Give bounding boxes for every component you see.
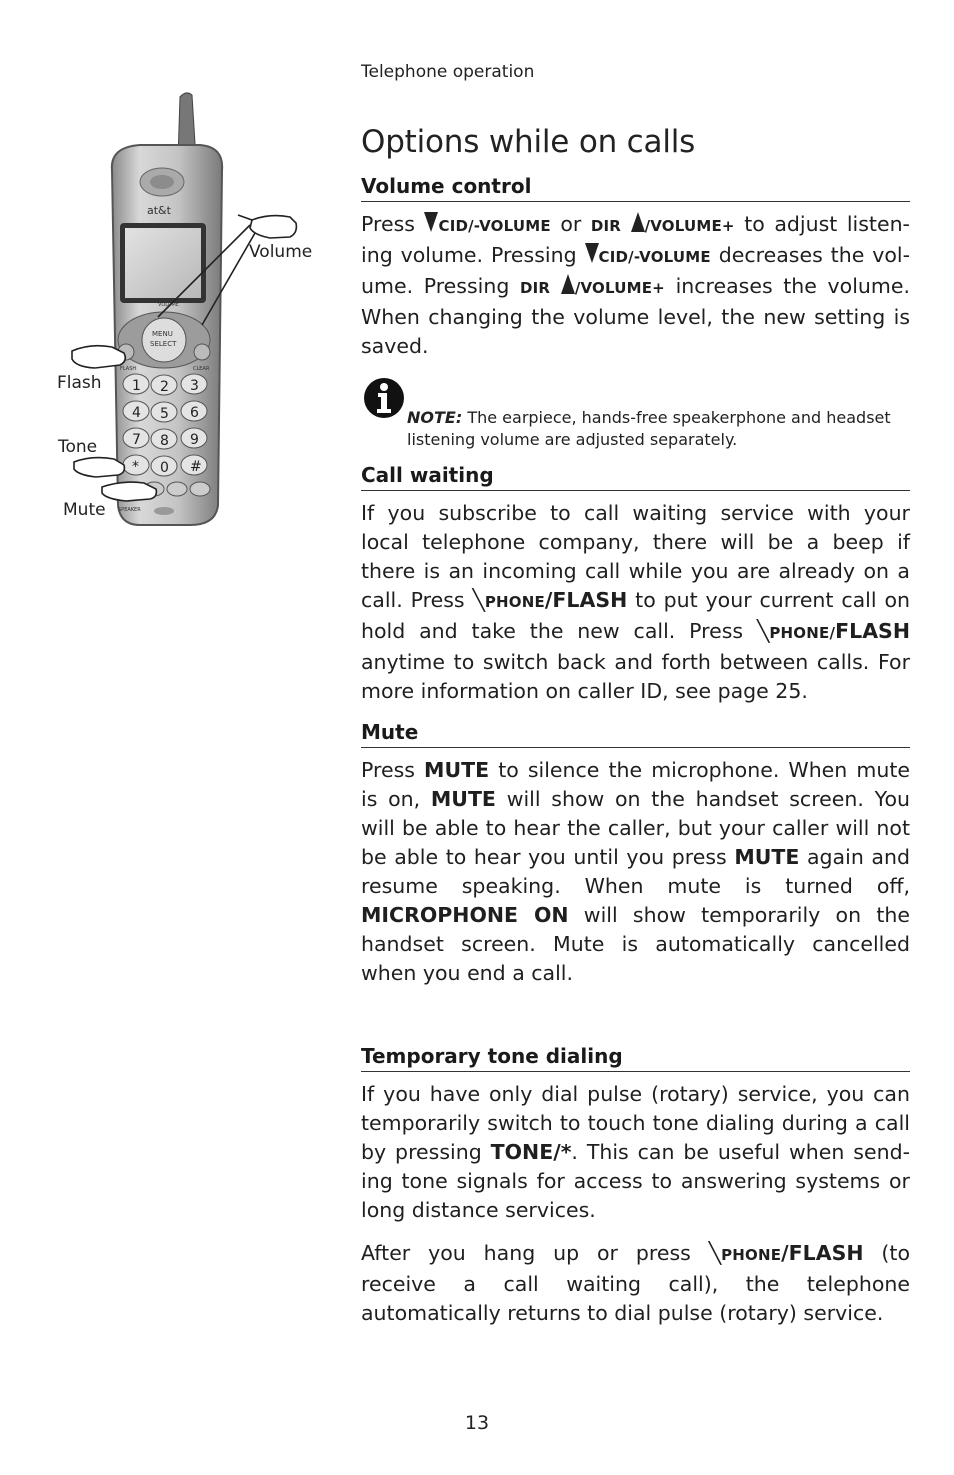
svg-text:5: 5	[160, 406, 169, 422]
phone-handset-icon: ╲	[708, 1241, 722, 1265]
handset-illustration	[40, 85, 340, 530]
svg-text:9: 9	[190, 432, 199, 448]
svg-text:CLEAR: CLEAR	[193, 366, 210, 372]
callout-flash: Flash	[57, 373, 102, 393]
brand-logo: at&t	[147, 204, 171, 217]
heading-call-waiting: Call waiting	[361, 463, 910, 491]
up-arrow-icon	[561, 274, 575, 294]
main-column	[361, 124, 910, 1328]
svg-text:1: 1	[132, 378, 141, 394]
hand-tone-icon	[74, 458, 124, 477]
hand-volume-icon	[238, 215, 296, 238]
svg-text:0: 0	[160, 460, 169, 476]
svg-text:3: 3	[190, 378, 199, 394]
up-arrow-icon	[631, 212, 645, 232]
note-text: NOTE: The earpiece, hands-free speakerphone and headset listening volume are adjusted separately.	[407, 408, 891, 449]
svg-text:4: 4	[132, 405, 141, 421]
call-waiting-paragraph: If you subscribe to call waiting service with your local telephone company, there will be a beep if there is an incoming call while you are already on a call. Press ╲PHONE/FLASH to put your current call on hold and take the new call. Press ╲PHONE/FLASH anytime to switch back and forth between calls. For more information on caller ID, see page 25.	[361, 501, 910, 703]
heading-temporary-tone-dialing: Temporary tone dialing	[361, 1044, 910, 1072]
svg-text:#: #	[190, 459, 202, 475]
svg-text:7: 7	[132, 432, 141, 448]
mute-paragraph: Press MUTE to silence the microphone. When mute is on, MUTE will show on the handset screen. You will be able to hear the caller, but your caller will not be able to hear you until you press MUTE again and resume speaking. When mute is turned off, MICROPHONE ON will show temporarily on the handset screen. Mute is automatically cancelled when you end a call.	[361, 758, 910, 985]
phone-handset-icon: ╲	[757, 619, 770, 643]
tone-paragraph-2: After you hang up or press ╲PHONE/FLASH (to receive a call waiting call), the telephone automatically returns to dial pulse (rotary) service.	[361, 1241, 910, 1325]
note-box	[361, 377, 910, 453]
callout-volume: Volume	[249, 242, 313, 262]
down-arrow-icon	[424, 212, 438, 232]
page-number: 13	[464, 1412, 490, 1434]
volume-paragraph: Press CID/-VOLUME or DIR /VOLUME+ to adjust listen-ing volume. Pressing CID/-VOLUME decreases the vol-ume. Pressing DIR /VOLUME+ increases the volume. When changing the volume level, the new setting is saved.	[361, 212, 910, 358]
svg-text:SPEAKER: SPEAKER	[118, 507, 141, 513]
callout-tone: Tone	[58, 437, 98, 457]
svg-text:8: 8	[160, 433, 169, 449]
heading-mute: Mute	[361, 720, 910, 748]
svg-text:MENU: MENU	[152, 330, 173, 338]
svg-text:SELECT: SELECT	[150, 340, 177, 348]
svg-text:2: 2	[160, 379, 169, 395]
svg-text:6: 6	[190, 405, 199, 421]
svg-text:VOLUME: VOLUME	[158, 302, 179, 308]
phone-handset-icon: ╲	[472, 588, 485, 612]
svg-text:*: *	[132, 459, 139, 475]
tone-paragraph-1: If you have only dial pulse (rotary) service, you can temporarily switch to touch tone dialing during a call by pressing TONE/*. This can be useful when send-ing tone signals for access to answering systems or long distance services.	[361, 1082, 910, 1222]
info-icon	[363, 377, 405, 419]
heading-volume-control: Volume control	[361, 174, 910, 202]
callout-mute: Mute	[63, 500, 106, 520]
svg-text:FLASH: FLASH	[120, 366, 137, 372]
down-arrow-icon	[585, 243, 599, 263]
running-head: Telephone operation	[361, 62, 535, 82]
hand-flash-icon	[72, 346, 125, 368]
hand-mute-icon	[102, 482, 156, 501]
page-title: Options while on calls	[361, 124, 696, 160]
